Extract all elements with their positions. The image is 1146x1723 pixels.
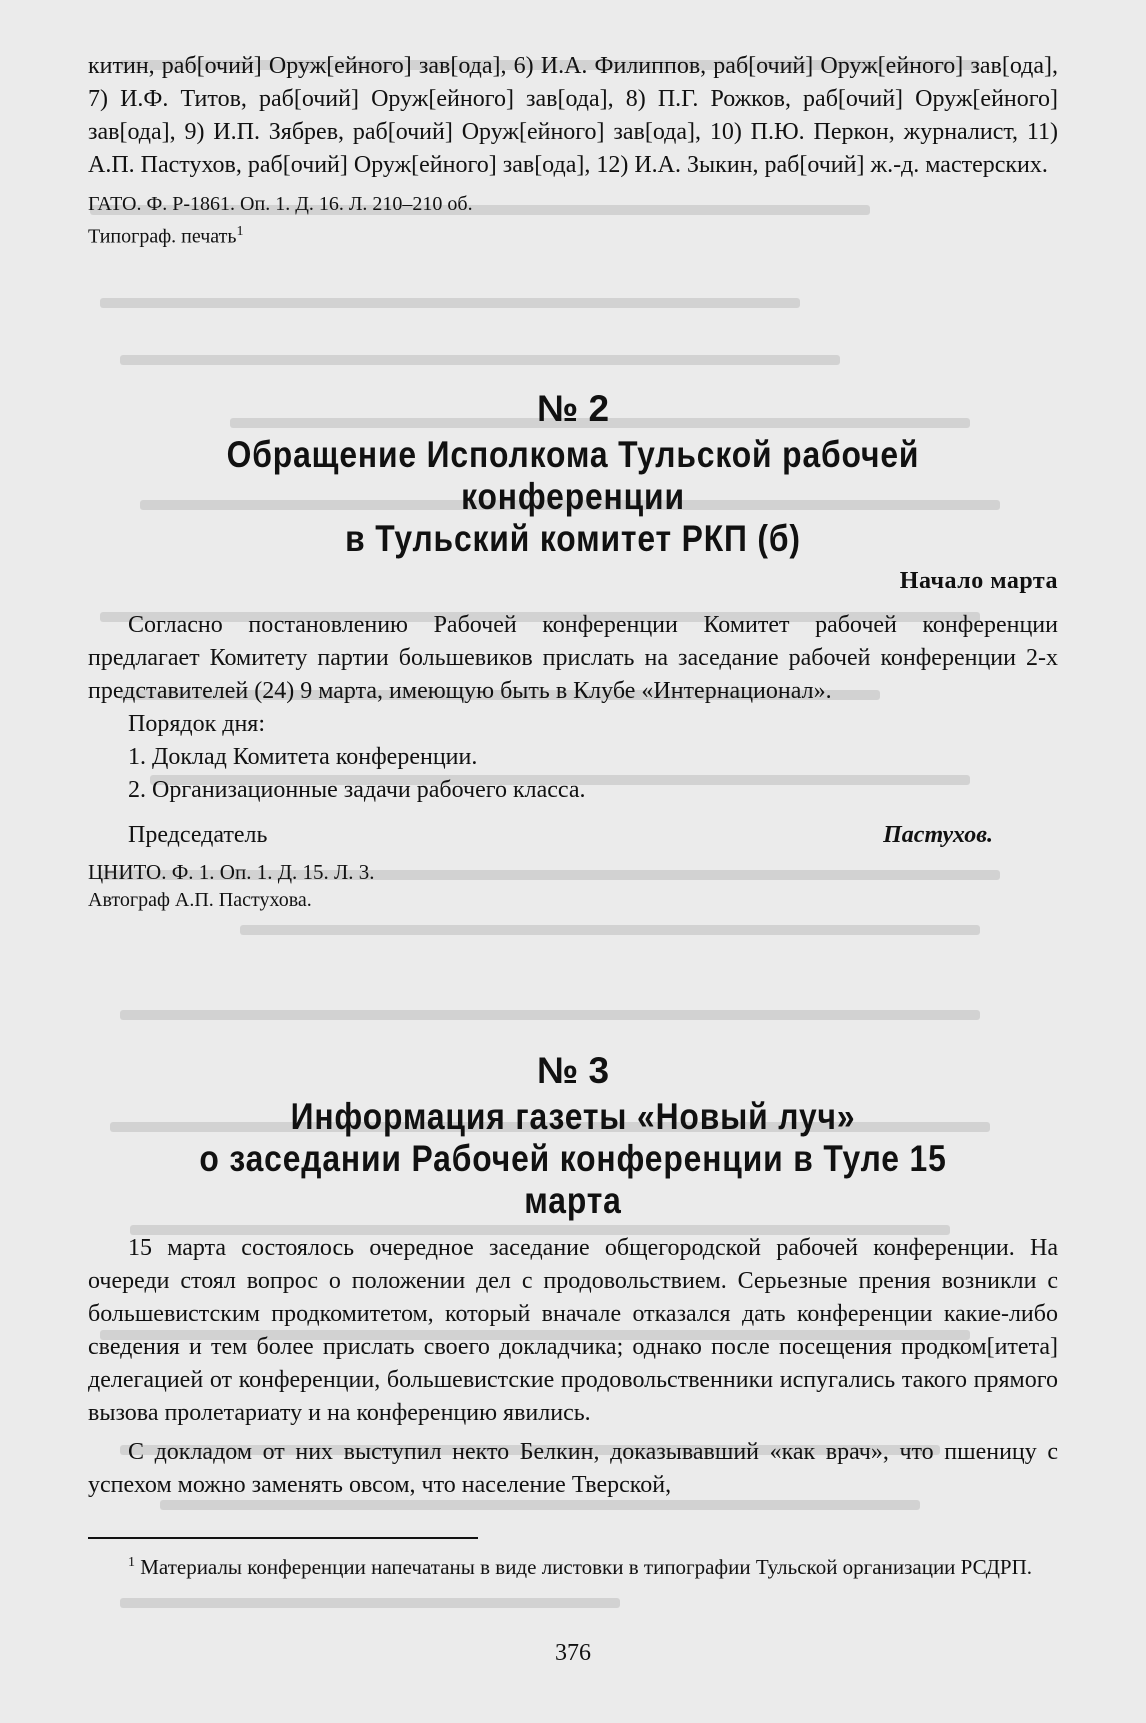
doc2-number: № 2 [536, 388, 610, 429]
agenda-item-1: 1. Доклад Комитета конференции. [128, 744, 478, 770]
doc2-title-line1: Обращение Исполкома Тульской рабочей конференции [226, 434, 920, 517]
signature-line [88, 819, 993, 852]
doc3-title-line1: Информация газеты «Новый луч» [290, 1096, 856, 1137]
doc3-paragraph-1: 15 марта состоялось очередное заседание общегородской рабочей конференции. На очереди стоял вопрос о положении дел с продовольствием. Серьезные прения возникли с большевистским продкомитетом, который вначале отказался дать конференции какие-либо сведения и тем более прислать своего докладчика; однако после посещения продком[итета] делегацией от конференции, большевистские продовольственники испугались такого прямого вызова пролетариату и на конференцию явились. [88, 1235, 1058, 1426]
footnote [88, 1548, 1058, 1582]
doc3-paragraph-2: С докладом от них выступил некто Белкин, доказывавший «как врач», что пшеницу с успехом можно заменять овсом, что население Тверской, [88, 1439, 1058, 1498]
continuation-text: китин, раб[очий] Оруж[ейного] зав[ода], 6) И.А. Филиппов, раб[очий] Оруж[ейного] зав[ода], 7) И.Ф. Титов, раб[очий] Оруж[ейного] зав[ода], 8) П.Г. Рожков, раб[очий] Оруж[ейного] зав[ода], 9) И.П. Зябрев, раб[очий] Оруж[ейного] зав[ода], 10) П.Ю. Перкон, журналист, 11) А.П. Пастухов, раб[очий] Оруж[ейного] зав[ода], 12) И.А. Зыкин, раб[очий] ж.-д. мастерских. [88, 53, 1058, 178]
document-3 [88, 1050, 1058, 1502]
doc3-title-line2: о заседании Рабочей конференции в Туле 15 марта [199, 1138, 947, 1221]
document-2 [88, 388, 1058, 914]
agenda-item-2: 2. Организационные задачи рабочего класса. [128, 777, 586, 803]
doc2-source-note: Автограф А.П. Пастухова. [88, 889, 312, 911]
signer-role: Председатель [128, 822, 268, 848]
footnote-text: $^1$ Материалы конференции напечатаны в виде листовки в типографии Тульской организации РСДРП. [128, 1555, 1032, 1579]
footnote-mark: 1 [128, 1555, 135, 1570]
source-note: Типограф. печать$^1$ [88, 224, 244, 248]
continuation-block [88, 50, 1058, 251]
doc2-date: Начало марта [899, 568, 1058, 594]
signer-name: Пастухов. [883, 822, 993, 848]
footnote-ref: 1 [236, 224, 244, 239]
page-number: 376 [555, 1640, 591, 1666]
doc2-title-line2: в Тульский комитет РКП (б) [345, 518, 801, 559]
doc2-body: Согласно постановлению Рабочей конференции Комитет рабочей конференции предлагает Комитету партии большевиков прислать на заседание рабочей конференции 2-х представителей (24) 9 марта, имеющую быть в Клубе «Интернационал». [88, 612, 1058, 704]
archive-reference: ГАТО. Ф. Р-1861. Оп. 1. Д. 16. Л. 210–210 об. [88, 193, 473, 215]
footnote-separator [88, 1537, 478, 1539]
doc3-number: № 3 [536, 1050, 610, 1091]
agenda-label: Порядок дня: [128, 711, 266, 737]
doc2-archive-reference: ЦНИТО. Ф. 1. Оп. 1. Д. 15. Л. 3. [88, 860, 375, 884]
